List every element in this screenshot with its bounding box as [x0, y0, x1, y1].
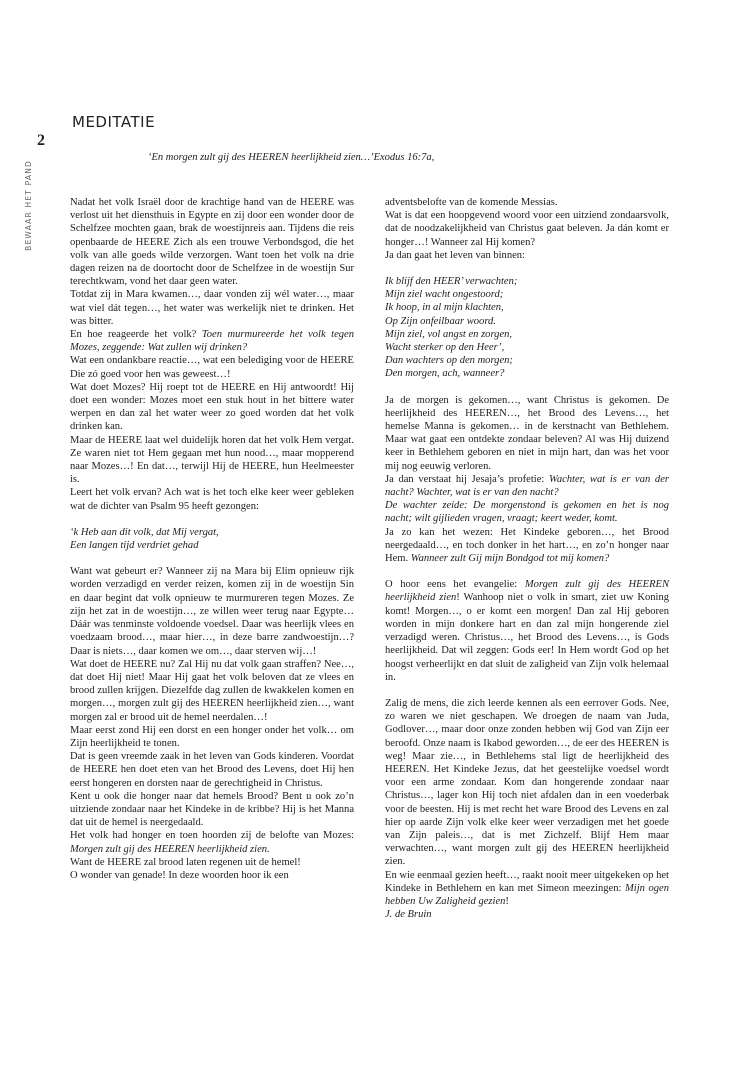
left-column	[70, 196, 354, 882]
poem-line: Ik hoop, in al mijn klachten,	[385, 302, 504, 314]
poem-line: Den morgen, ach, wanneer?	[385, 368, 505, 380]
paragraph: Dat is geen vreemde zaak in het leven van Gods kinderen. Voordat de HEERE hen doet eten van het Brood des Levens, doet Hij hen eerst hongeren en dorsten naar de gerechtigheid in Christus.	[70, 751, 354, 789]
right-column	[385, 196, 669, 921]
poem-line: Mijn ziel, vol angst en zorgen,	[385, 328, 513, 340]
paragraph: Ja de morgen is gekomen…, want Christus is gekomen. De heerlijkheid des HEEREN…, het Brood des Levens…, het hemelse Manna is gekomen… in de kerstnacht van Bethlehem. Maar wat gaat een ontdekte zondaar beleven? Al was Hij duizend keer in Bethlehem geboren en niet in mijn hart, dan was het voor mij nog eeuwig verloren.	[385, 394, 669, 472]
paragraph	[70, 829, 354, 855]
paragraph: Wat een ondankbare reactie…, wat een belediging voor de HEERE Die zó goed voor hen was geweest…!	[70, 355, 354, 380]
paragraph: Wat is dat een hoopgevend woord voor een uitziend zondaarsvolk, dat de noodzakelijkheid van Christus gaat beleven. Ja dán komt er honger…! Wanneer zal Hij komen?	[385, 210, 669, 248]
text: En wie eenmaal gezien heeft…, raakt nooit meer uitgekeken op het Kindeke in Bethlehem en kan met Simeon meezingen:	[385, 869, 669, 894]
scripture-quote: Wanneer zult Gij mijn Bondgod tot mij komen?	[410, 553, 610, 565]
scripture-quote: Toen murmureerde het volk tegen Mozes, zeggende: Wat zullen wij drinken?	[70, 329, 354, 354]
paragraph: Wat doet de HEERE nu? Zal Hij nu dat volk gaan straffen? Nee…, dat doet Hij niet! Maar Hij gaat het volk beloven dat ze vlees en brood zullen krijgen. Diezelfde dag zullen de kwakkelen komen en morgen…, morgen zult gij des HEEREN heerlijkheid zien…, want morgen zal er brood uit de hemel neerdalen…!	[70, 658, 354, 723]
paragraph	[385, 473, 669, 499]
side-label-text: BEWAAR HET PAND	[24, 160, 33, 251]
author-signature: J. de Bruin	[385, 909, 432, 921]
paragraph: Kent u ook die honger naar dat hemels Brood? Bent u ook zo’n uitziende zondaar naar het Kindeke in de kribbe? Hij is het Manna dat uit de hemel is neergedaald.	[70, 790, 354, 829]
paragraph	[385, 869, 669, 909]
paragraph: De wachter zeide: De morgenstond is gekomen en het is nog nacht; wilt gijlieden vragen, vraagt; keert weder, komt.	[385, 500, 669, 525]
poem-line: ‘k Heb aan dit volk, dat Mij vergat,	[70, 526, 219, 538]
scripture-quote: Wachter, wat is er van der nacht? Wachter, wat is er van den nacht?	[385, 473, 669, 499]
poem-line: Wacht sterker op den Heer’,	[385, 342, 505, 354]
section-title: MEDITATIE	[72, 113, 156, 131]
text: O hoor eens het evangelie:	[385, 579, 525, 591]
psalm-quote	[70, 526, 354, 552]
paragraph: Leert het volk ervan? Ach wat is het toch elke keer weer gebleken wat de dichter van Psalm 95 heeft gezongen:	[70, 487, 354, 512]
paragraph: Zalig de mens, die zich leerde kennen als een eerrover Gods. Nee, zo waren we niet geschapen. We droegen de naam van Juda, Godlover…, maar door onze zonden hebben wij God van Zijn eer beroofd. Onze naam is Ikabod geworden…, de eer des HEEREN is weg! Maar zie…, in Bethlehems stal ligt de heerlijkheid des HEEREN. Het Kindeke Jezus, dat het geestelijke voedsel wordt voor een arme zondaar. Kom dan hongerende zondaar naar Christus…, lager kon Hij toch niet afdalen dan in een voederbak voor de beesten. Hij is met recht het ware Brood des Levens en zal hier op aarde Zijn volk elke keer weer verzadigen met het goede van Zijn paleis…, dat is met Zichzelf. Blijf Hem maar verwachten…, want morgen zult gij des HEEREN heerlijkheid zien.	[385, 697, 669, 868]
page-number: 2	[37, 132, 45, 149]
side-label	[24, 160, 46, 270]
paragraph	[70, 328, 354, 354]
scripture-quote: Mijn ogen hebben Uw Zaligheid gezien	[385, 882, 669, 907]
poem-line: Ik blijf den HEER’ verwachten;	[385, 276, 518, 288]
poem-line: Een langen tijd verdriet gehad	[70, 540, 199, 552]
poem-line: Op Zijn onfeilbaar woord.	[385, 315, 496, 327]
scripture-quote: Morgen zult gij des HEEREN heerlijkheid zien	[385, 579, 669, 604]
text: En hoe reageerde het volk?	[70, 329, 202, 341]
poem-line: Dan wachters op den morgen;	[385, 355, 513, 367]
text: !	[505, 895, 509, 907]
paragraph: Maar de HEERE laat wel duidelijk horen dat het volk Hem vergat. Ze waren niet tot Hem gegaan met hun nood…, maar mopperend naar Mozes…! En dat…, terwijl Hij de HEERE, hun Heelmeester is.	[70, 434, 354, 486]
paragraph: O wonder van genade! In deze woorden hoor ik een	[70, 869, 289, 881]
motto-verse: ‘En morgen zult gij des HEEREN heerlijkheid zien…’Exodus 16:7a,	[148, 152, 435, 163]
scripture-quote: Morgen zult gij des HEEREN heerlijkheid zien.	[70, 843, 270, 855]
paragraph: Want de HEERE zal brood laten regenen uit de hemel!	[70, 856, 301, 868]
text: Ja zo kan het wezen: Het Kindeke geboren…, het Brood neergedaald…, en toch donker in het hart…, en zo’n honger naar Hem.	[385, 526, 669, 565]
paragraph: Ja dan gaat het leven van binnen:	[385, 249, 525, 261]
paragraph	[385, 526, 669, 566]
text: Ja dan verstaat hij Jesaja’s profetie:	[385, 473, 549, 485]
paragraph: Nadat het volk Israël door de krachtige hand van de HEERE was verlost uit het diensthuis in Egypte en zij door een wonder door de Schelfzee mochten gaan, brak de woestijnreis aan. Tijdens die reis openbaarde de HEERE Zich als een trouwe Verbondsgod, die het volk van alle goeds wilde verzorgen. Want toen het volk na drie dagen reizen na de doortocht door de Schelfzee in de woestijn Sur terechtkwam, vond het daar geen water.	[70, 197, 354, 288]
paragraph	[385, 578, 669, 684]
text: Het volk had honger en toen hoorden zij de belofte van Mozes:	[70, 830, 354, 842]
text: ! Wanhoop niet o volk in smart, ziet uw Koning komt! Morgen…, o er komt een morgen! Dan zal Hij geboren worden in mijn donkere hart en dan zal mijn hongerende ziel verzadigd weren. Christus…, het Brood des Levens…, is Gods heerlijkheid. Dat wil zeggen: Gods eer! In Hem wordt God op het hoogst verheerlijkt en dat sluit de zaligheid van Zijn volk helemaal in.	[385, 592, 670, 683]
paragraph: Wat doet Mozes? Hij roept tot de HEERE en Hij antwoordt! Hij doet een wonder: Mozes moet een stuk hout in het bittere water werpen en dan zal het water weer zo goed worden dat het volk drinken kan.	[70, 381, 354, 433]
paragraph: Want wat gebeurt er? Wanneer zij na Mara bij Elim opnieuw rijk worden verzadigd en verder reizen, komen zij in de woestijn Sin en daar begint dat volk opnieuw te murmureren tegen Mozes. Ze zijn het zat in de woestijn…, ze willen weer terug naar Egypte… Dáár was tenminste voldoende voedsel. Daar was heerlijk vlees en voedzaam brood…, maar hier…, in deze barre zandwoestijn…? Daar is niets…, daar komen we om…, daar sterven wij…!	[70, 566, 354, 657]
paragraph: adventsbelofte van de komende Messias.	[385, 197, 558, 208]
paragraph: Maar eerst zond Hij een dorst en een honger onder het volk… om Zijn heerlijkheid te tonen.	[70, 724, 354, 749]
paragraph: Totdat zij in Mara kwamen…, daar vonden zij wél water…, maar wat viel dát tegen…, het water was werkelijk niet te drinken. Het was bitter.	[70, 289, 354, 327]
psalm-quote	[385, 275, 669, 381]
poem-line: Mijn ziel wacht ongestoord;	[385, 289, 504, 301]
